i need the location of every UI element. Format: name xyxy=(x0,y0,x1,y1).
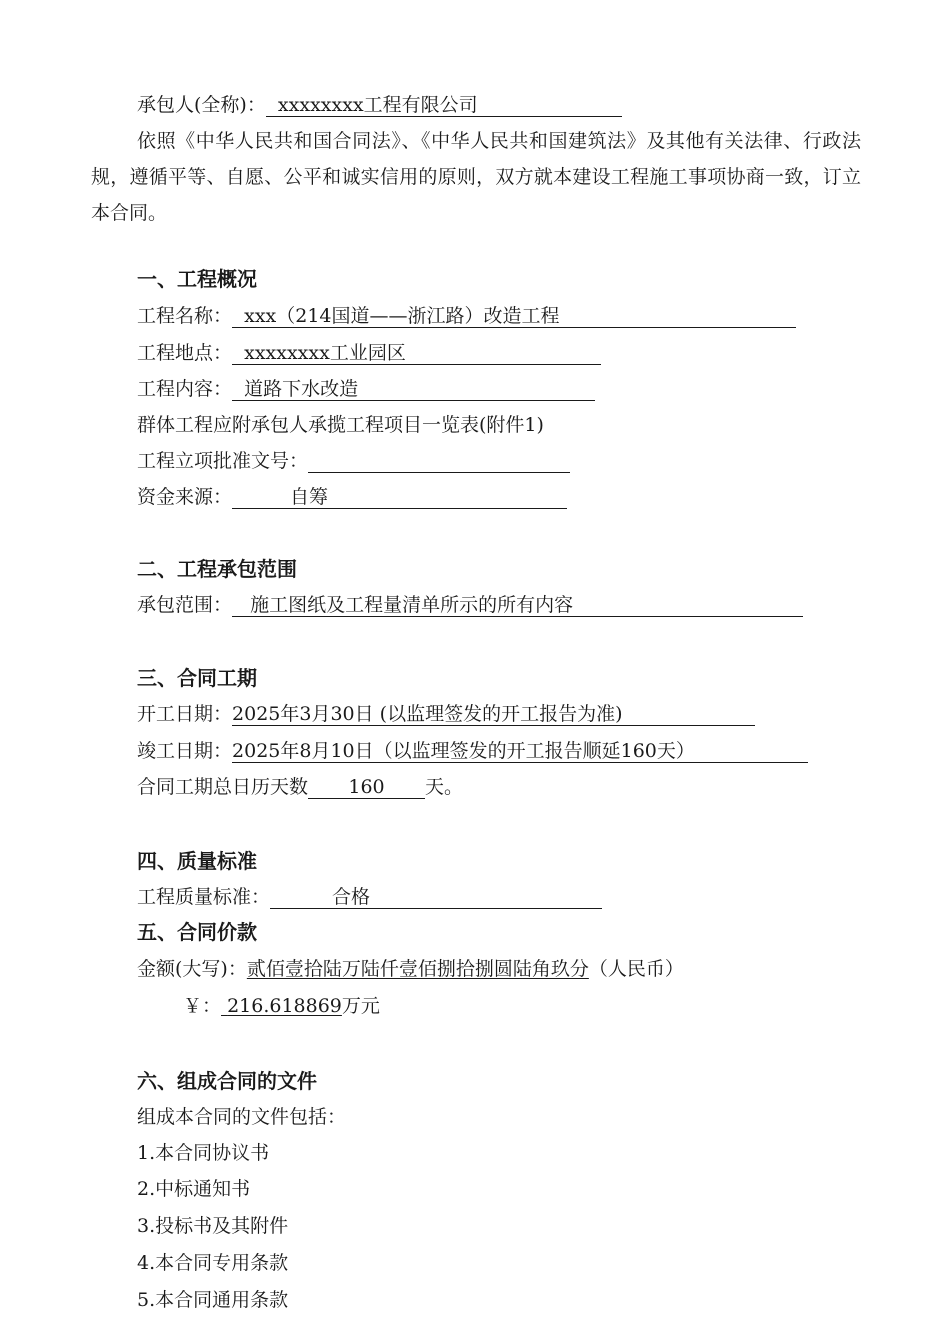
project-location-label: 工程地点： xyxy=(137,342,233,364)
end-date-label: 竣工日期： xyxy=(137,740,233,762)
approval-number-field xyxy=(308,450,570,473)
section-3-title: 三、合同工期 xyxy=(137,666,257,690)
project-name-line xyxy=(137,303,796,329)
total-days-field xyxy=(308,776,425,799)
amount-figure-value: 216.618869 xyxy=(227,995,342,1017)
approval-number-label: 工程立项批准文号： xyxy=(137,450,309,472)
project-name-label: 工程名称： xyxy=(137,305,233,327)
scope-value: 施工图纸及工程量清单所示的所有内容 xyxy=(250,594,574,616)
section-4-title: 四、质量标准 xyxy=(137,849,257,873)
group-project-note: 群体工程应附承包人承揽工程项目一览表(附件1) xyxy=(137,414,544,436)
total-days-label: 合同工期总日历天数 xyxy=(137,776,309,798)
section-2-title: 二、工程承包范围 xyxy=(137,557,297,581)
document-list-item: 3.投标书及其附件 xyxy=(137,1215,289,1237)
start-date-label: 开工日期： xyxy=(137,703,233,725)
amount-words-label: 金额(大写)： xyxy=(137,958,247,980)
amount-figure-line xyxy=(183,993,380,1019)
total-days-unit: 天。 xyxy=(425,776,464,798)
funding-source-field xyxy=(232,486,567,509)
document-list-item: 1.本合同协议书 xyxy=(137,1142,270,1164)
approval-number-line xyxy=(137,448,570,474)
project-location-value: xxxxxxxx工业园区 xyxy=(244,342,406,364)
project-location-line xyxy=(137,340,601,366)
scope-label: 承包范围： xyxy=(137,594,233,616)
scope-field xyxy=(232,594,803,617)
quality-value: 合格 xyxy=(332,886,371,908)
amount-figure-unit: 万元 xyxy=(341,995,380,1017)
quality-field xyxy=(270,886,602,909)
project-content-label: 工程内容： xyxy=(137,378,233,400)
contractor-line xyxy=(137,92,622,118)
funding-source-label: 资金来源： xyxy=(137,486,233,508)
section-5-title: 五、合同价款 xyxy=(137,920,257,944)
document-list-item: 5.本合同通用条款 xyxy=(137,1289,289,1311)
amount-words-value: 贰佰壹拾陆万陆仟壹佰捌拾捌圆陆角玖分 xyxy=(246,958,589,980)
start-date-value: 2025年3月30日 (以监理签发的开工报告为准) xyxy=(232,703,623,725)
funding-source-line xyxy=(137,484,567,510)
total-days-value: 160 xyxy=(348,776,385,798)
quality-label: 工程质量标准： xyxy=(137,886,271,908)
intro-paragraph: 依照《中华人民共和国合同法》、《中华人民共和国建筑法》及其他有关法律、行政法规，遵循平等、自愿、公平和诚实信用的原则，双方就本建设工程施工事项协商一致，订立本合同。 xyxy=(91,130,861,224)
document-list-item: 4.本合同专用条款 xyxy=(137,1252,289,1274)
contractor-value: xxxxxxxx工程有限公司 xyxy=(277,94,478,116)
project-content-field xyxy=(232,378,595,401)
documents-intro: 组成本合同的文件包括： xyxy=(137,1106,347,1128)
start-date-field xyxy=(232,703,755,726)
start-date-line xyxy=(137,701,755,727)
document-list-item: 2.中标通知书 xyxy=(137,1178,251,1200)
project-name-field xyxy=(232,305,796,328)
section-6-title: 六、组成合同的文件 xyxy=(137,1069,317,1093)
project-location-field xyxy=(232,342,601,365)
end-date-line xyxy=(137,738,808,764)
contractor-value-field xyxy=(266,94,622,117)
section-1-title: 一、工程概况 xyxy=(137,267,257,291)
amount-currency: （人民币） xyxy=(588,958,684,980)
total-days-line xyxy=(137,774,463,800)
project-content-line xyxy=(137,376,595,402)
amount-figure-label: ￥： xyxy=(183,995,222,1017)
scope-line xyxy=(137,592,803,618)
end-date-field xyxy=(232,740,808,763)
project-name-value: xxx（214国道——浙江路）改造工程 xyxy=(244,305,560,327)
end-date-value: 2025年8月10日（以监理签发的开工报告顺延160天） xyxy=(232,740,695,762)
amount-words-line xyxy=(137,956,684,982)
project-content-value: 道路下水改造 xyxy=(244,378,359,400)
contractor-label: 承包人(全称)： xyxy=(137,94,266,116)
amount-figure-field xyxy=(221,995,342,1017)
funding-source-value: 自筹 xyxy=(290,486,329,508)
quality-line xyxy=(137,884,602,910)
